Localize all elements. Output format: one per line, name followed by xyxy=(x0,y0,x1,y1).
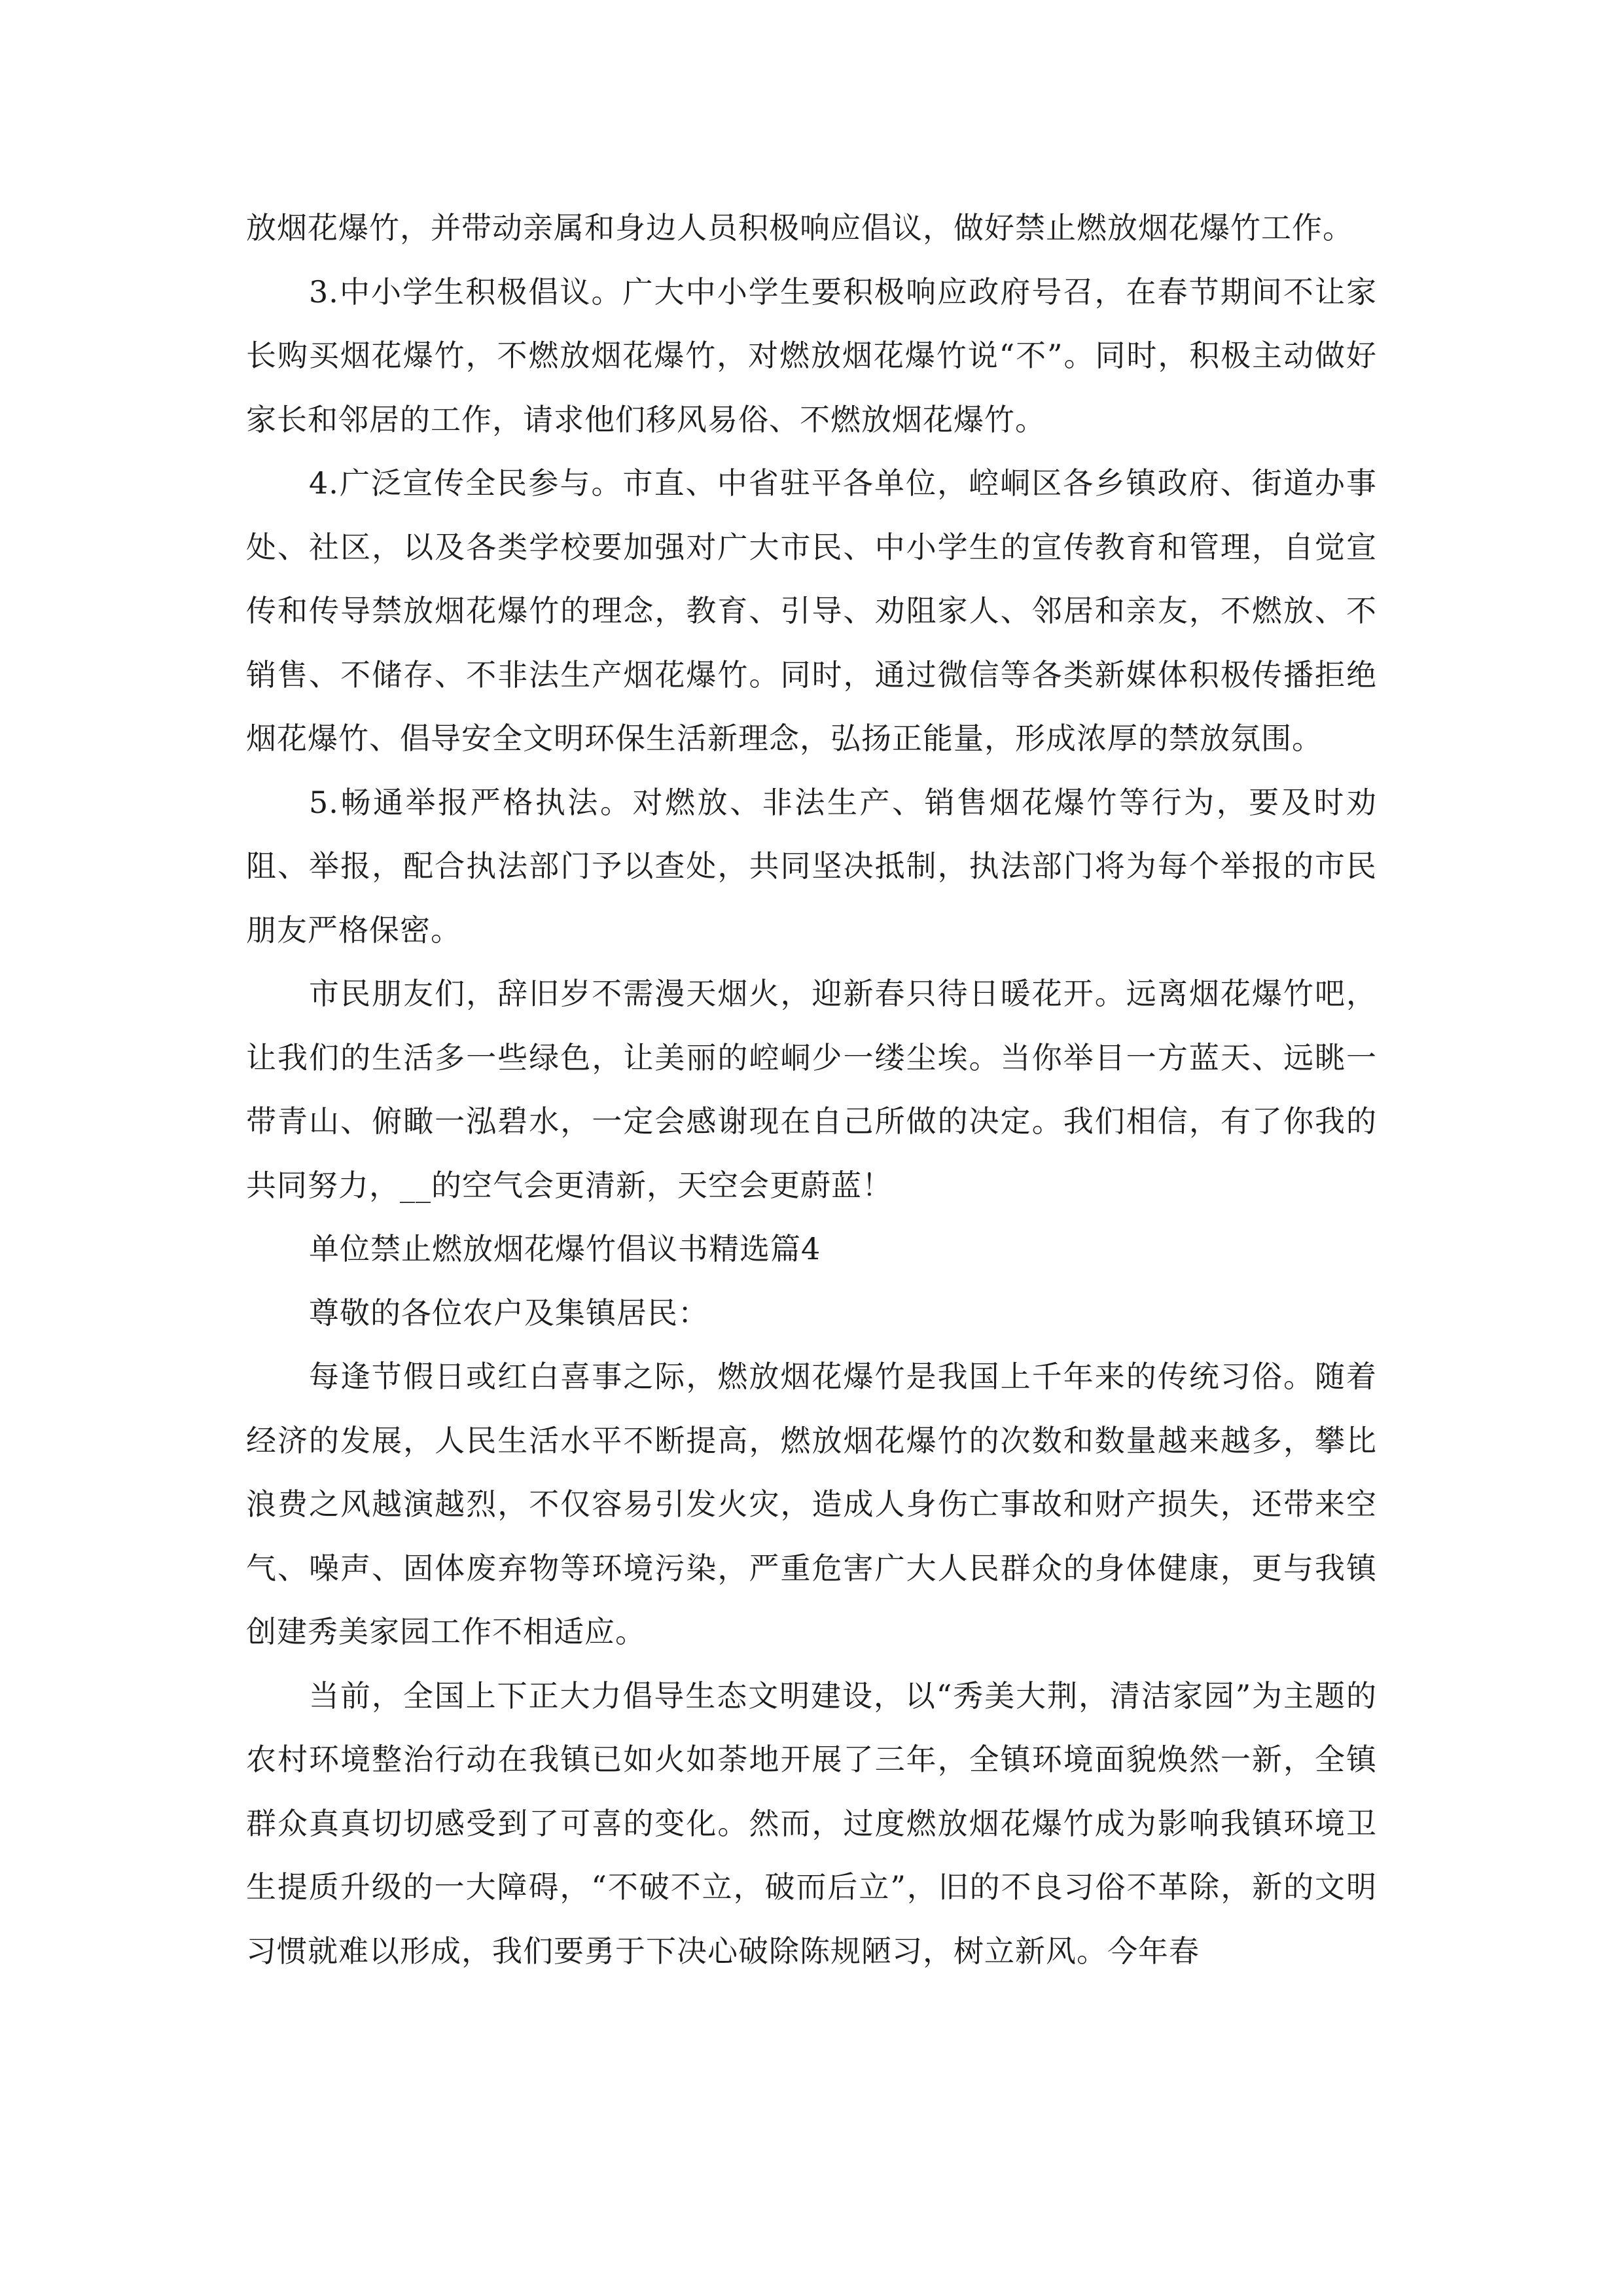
section-title: 单位禁止燃放烟花爆竹倡议书精选篇4 xyxy=(309,1231,821,1266)
paragraph-continuation: 放烟花爆竹，并带动亲属和身边人员积极响应倡议，做好禁止燃放烟花爆竹工作。 xyxy=(246,210,1353,245)
paragraph-item-4: 4.广泛宣传全民参与。市直、中省驻平各单位，崆峒区各乡镇政府、街道办事处、社区，以及各类学校要加强对广大市民、中小学生的宣传教育和管理，自觉宣传和传导禁放烟花爆竹的理念，教育、引导、劝阻家人、邻居和亲友，不燃放、不销售、不储存、不非法生产烟花爆竹。同时，通过微信等各类新媒体积极传播拒绝烟花爆竹、倡导安全文明环保生活新理念，弘扬正能量，形成浓厚的禁放氛围。 xyxy=(246,465,1377,756)
paragraph-item-5: 5.畅通举报严格执法。对燃放、非法生产、销售烟花爆竹等行为，要及时劝阻、举报，配合执法部门予以查处，共同坚决抵制，执法部门将为每个举报的市民朋友严格保密。 xyxy=(246,784,1377,948)
paragraph-body-1: 每逢节假日或红白喜事之际，燃放烟花爆竹是我国上千年来的传统习俗。随着经济的发展，人民生活水平不断提高，燃放烟花爆竹的次数和数量越来越多，攀比浪费之风越演越烈，不仅容易引发火灾，造成人身伤亡事故和财产损失，还带来空气、噪声、固体废弃物等环境污染，严重危害广大人民群众的身体健康，更与我镇创建秀美家园工作不相适应。 xyxy=(246,1359,1377,1649)
paragraph-item-3: 3.中小学生积极倡议。广大中小学生要积极响应政府号召，在春节期间不让家长购买烟花爆竹，不燃放烟花爆竹，对燃放烟花爆竹说“不”。同时，积极主动做好家长和邻居的工作，请求他们移风易俗、不燃放烟花爆竹。 xyxy=(246,274,1377,437)
salutation: 尊敬的各位农户及集镇居民： xyxy=(309,1295,709,1331)
document-body xyxy=(246,196,1377,1983)
paragraph-body-2: 当前，全国上下正大力倡导生态文明建设，以“秀美大荆，清洁家园”为主题的农村环境整治行动在我镇已如火如荼地开展了三年，全镇环境面貌焕然一新，全镇群众真真切切感受到了可喜的变化。然而，过度燃放烟花爆竹成为影响我镇环境卫生提质升级的一大障碍，“不破不立，破而后立”，旧的不良习俗不革除，新的文明习惯就难以形成，我们要勇于下决心破除陈规陋习，树立新风。今年春 xyxy=(246,1677,1377,1969)
paragraph-closing: 市民朋友们，辞旧岁不需漫天烟火，迎新春只待日暖花开。远离烟花爆竹吧，让我们的生活多一些绿色，让美丽的崆峒少一缕尘埃。当你举目一方蓝天、远眺一带青山、俯瞰一泓碧水，一定会感谢现在自己所做的决定。我们相信，有了你我的共同努力，__的空气会更清新，天空会更蔚蓝！ xyxy=(246,976,1377,1203)
